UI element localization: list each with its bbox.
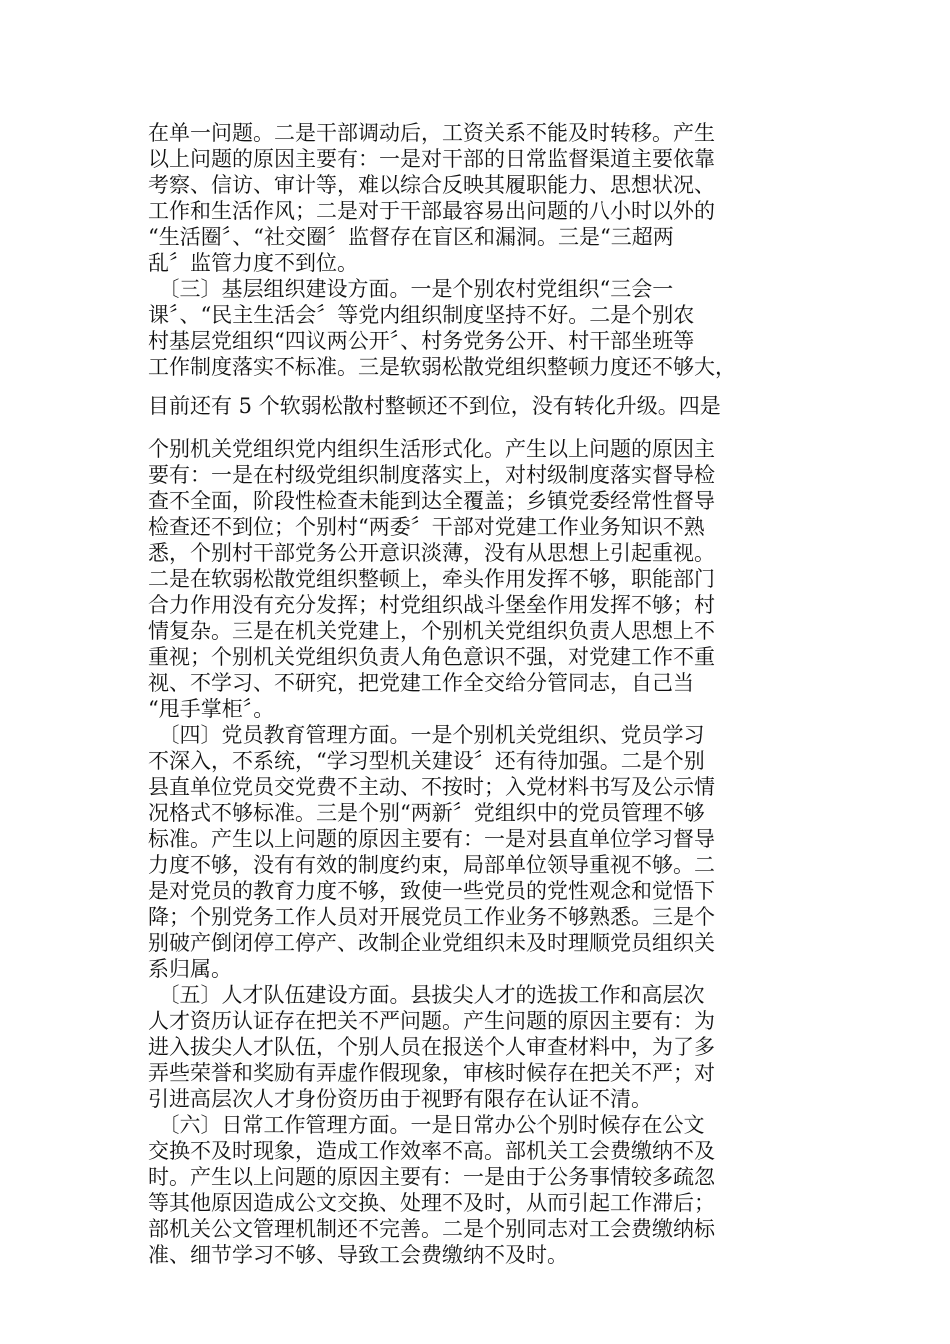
text-line: 等其他原因造成公文交换、处理不及时，从而引起工作滞后； [148,1191,715,1215]
text-line: 人才资历认证存在把关不严问题。产生问题的原因主要有：为 [148,1009,715,1033]
text-line: 〔四〕党员教育管理方面。一是个别机关党组织、党员学习 [148,723,705,747]
text-line: 进入拔尖人才队伍，个别人员在报送个人审查材料中，为了多 [148,1035,715,1059]
text-line: 〔三〕基层组织建设方面。一是个别农村党组织“三会一 [148,277,674,301]
text-line: 以上问题的原因主要有：一是对干部的日常监督渠道主要依靠 [148,147,715,171]
text-line: 工作和生活作风；二是对于干部最容易出问题的八小时以外的 [148,199,715,223]
text-line: 村基层党组织“四议两公开〞、村务党务公开、村干部坐班等 [148,329,695,353]
text-line: 合力作用没有充分发挥；村党组织战斗堡垒作用发挥不够；村 [148,593,715,617]
text-line: “生活圈〞、“社交圈〞监督存在盲区和漏洞。三是“三超两 [148,225,674,249]
text-line: 情复杂。三是在机关党建上，个别机关党组织负责人思想上不 [148,619,715,643]
document-body [148,120,813,1268]
text-line: 个别机关党组织党内组织生活形式化。产生以上问题的原因主 [148,437,715,461]
text-line: 交换不及时现象，造成工作效率不高。部机关工会费缴纳不及 [148,1139,715,1163]
text-line: “甩手掌柜〞。 [148,697,275,721]
text-line: 标准。产生以上问题的原因主要有：一是对县直单位学习督导 [148,827,715,851]
text-line: 要有：一是在村级党组织制度落实上，对村级制度落实督导检 [148,463,715,487]
text-line: 降；个别党务工作人员对开展党员工作业务不够熟悉。三是个 [148,905,715,929]
text-line: 时。产生以上问题的原因主要有：一是由于公务事情较多疏忽 [148,1165,715,1189]
text-line: 弄些荣誉和奖励有弄虚作假现象，审核时候存在把关不严；对 [148,1061,715,1085]
text-line: 不深入，不系统，“学习型机关建设〞还有待加强。二是个别 [148,749,705,773]
text-line: 查不全面，阶段性检查未能到达全覆盖；乡镇党委经常性督导 [148,489,715,513]
text-line: 别破产倒闭停工停产、改制企业党组织未及时理顺党员组织关 [148,931,715,955]
text-line: 准、细节学习不够、导致工会费缴纳不及时。 [148,1243,568,1267]
text-line: 部机关公文管理机制还不完善。二是个别同志对工会费缴纳标 [148,1217,715,1241]
text-line: 悉，个别村干部党务公开意识淡薄，没有从思想上引起重视。 [148,541,715,565]
text-line: 课〞、“民主生活会〞等党内组织制度坚持不好。二是个别农 [148,303,695,327]
text-line: 乱〞监管力度不到位。 [148,251,358,275]
text-line: 考察、信访、审计等，难以综合反映其履职能力、思想状况、 [148,173,715,197]
text-line: 引进高层次人才身份资历由于视野有限存在认证不清。 [148,1087,652,1111]
text-line: 系归属。 [148,957,232,981]
text-line: 况格式不够标准。三是个别“两新〞党组织中的党员管理不够 [148,801,705,825]
text-line: 〔五〕人才队伍建设方面。县拔尖人才的选拔工作和高层次 [148,983,705,1007]
text-line: 力度不够，没有有效的制度约束，局部单位领导重视不够。二 [148,853,715,877]
text-line: 目前还有 5 个软弱松散村整顿还不到位，没有转化升级。四是 [148,394,721,418]
text-line: 在单一问题。二是干部调动后，工资关系不能及时转移。产生 [148,121,715,145]
text-line: 检查还不到位；个别村“两委〞干部对党建工作业务知识不熟 [148,515,705,539]
text-line: 是对党员的教育力度不够，致使一些党员的党性观念和觉悟下 [148,879,715,903]
text-line: 重视；个别机关党组织负责人角色意识不强，对党建工作不重 [148,645,715,669]
text-line: 县直单位党员交党费不主动、不按时；入党材料书写及公示情 [148,775,715,799]
text-line: 〔六〕日常工作管理方面。一是日常办公个别时候存在公文 [148,1113,705,1137]
text-line: 工作制度落实不标准。三是软弱松散党组织整顿力度还不够大， [148,355,736,379]
text-line: 视、不学习、不研究，把党建工作全交给分管同志，自己当 [148,671,694,695]
text-line: 二是在软弱松散党组织整顿上，牵头作用发挥不够，职能部门 [148,567,715,591]
